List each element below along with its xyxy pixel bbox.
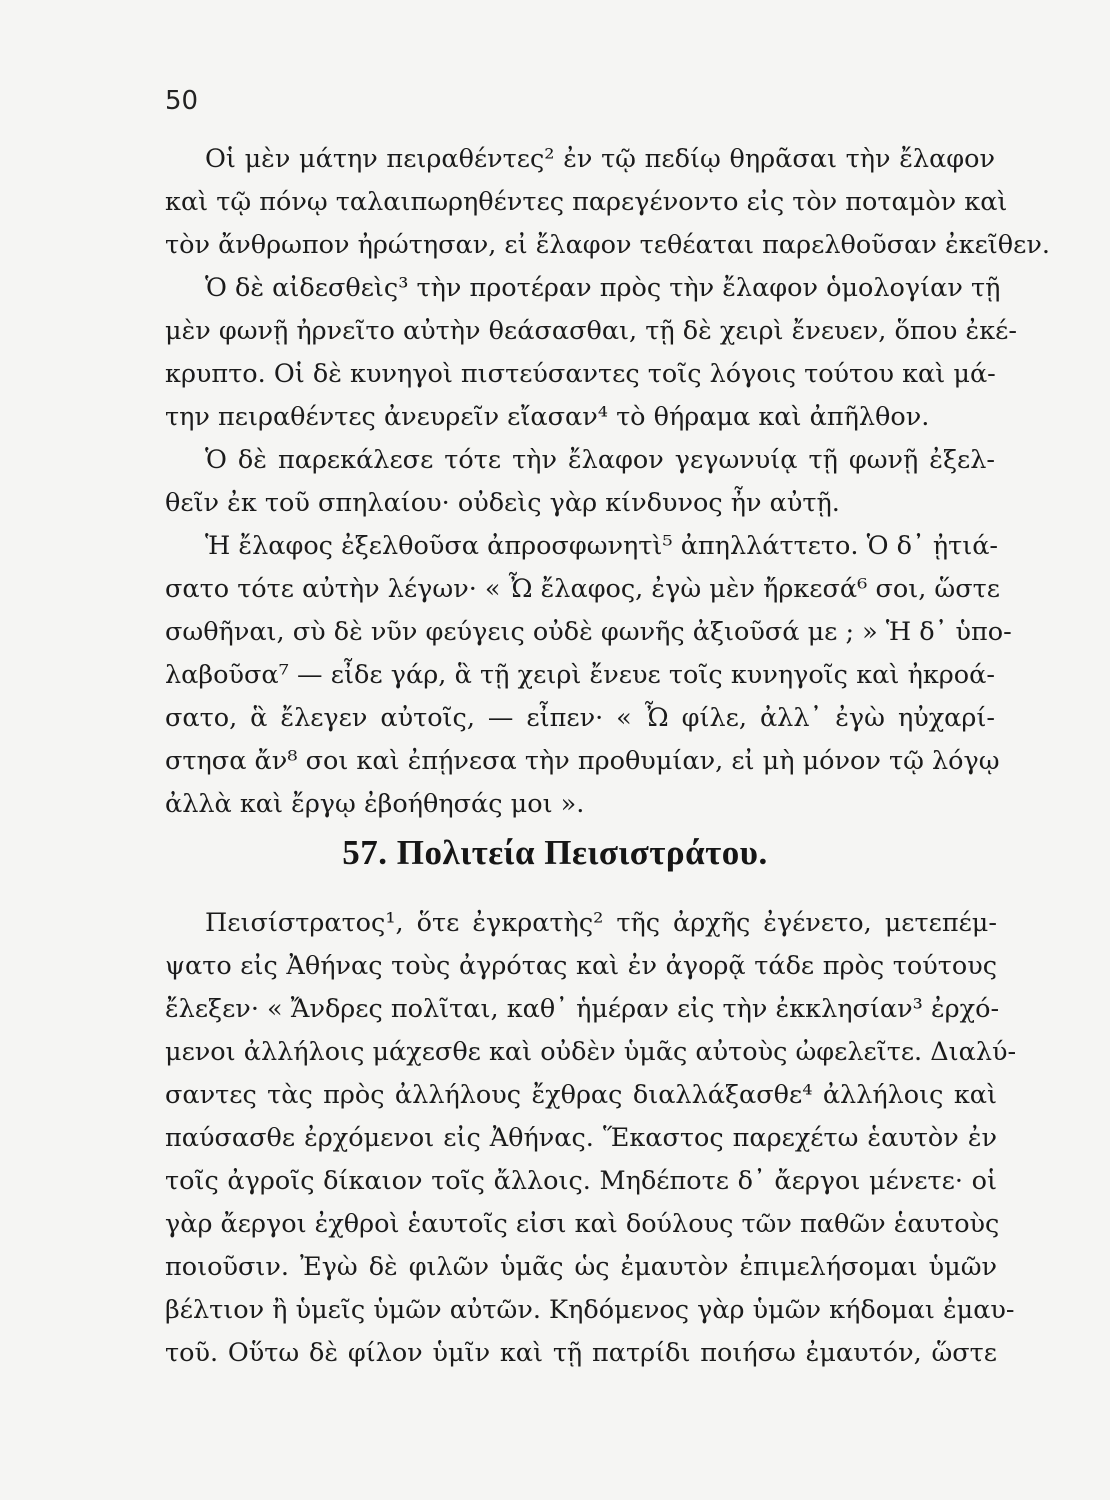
text-line: ψατο εἰς Ἀθήνας τοὺς ἀγρότας καὶ ἐν ἀγορᾷ τάδε πρὸς τούτους	[165, 951, 997, 981]
text-line: βέλτιον ἢ ὑμεῖς ὑμῶν αὐτῶν. Κηδόμενος γὰρ ὑμῶν κήδομαι ἐμαυ-	[165, 1295, 1015, 1325]
text-line: μενοι ἀλλήλοις μάχεσθε καὶ οὐδὲν ὑμᾶς αὐτοὺς ὠφελεῖτε. Διαλύ-	[165, 1037, 1017, 1067]
text-line: Πεισίστρατος¹, ὅτε ἐγκρατὴς² τῆς ἀρχῆς ἐγένετο, μετεπέμ-	[205, 908, 997, 938]
text-line: τὸν ἄνθρωπον ἠρώτησαν, εἰ ἔλαφον τεθέαται παρελθοῦσαν ἐκεῖθεν.	[165, 230, 1050, 260]
text-line: ἀλλὰ καὶ ἔργῳ ἐβοήθησάς μοι ».	[165, 789, 585, 819]
text-line: τοῦ. Οὕτω δὲ φίλον ὑμῖν καὶ τῇ πατρίδι ποιήσω ἐμαυτόν, ὥστε	[165, 1338, 997, 1368]
text-line: σωθῆναι, σὺ δὲ νῦν φεύγεις οὐδὲ φωνῆς ἀξιοῦσά με ; » Ἡ δ᾽ ὑπο-	[165, 617, 1012, 647]
text-line: σαντες τὰς πρὸς ἀλλήλους ἔχθρας διαλλάξασθε⁴ ἀλλήλοις καὶ	[165, 1080, 997, 1110]
text-line: στησα ἄν⁸ σοι καὶ ἐπῄνεσα τὴν προθυμίαν, εἰ μὴ μόνον τῷ λόγῳ	[165, 746, 1000, 776]
page-number: 50	[165, 86, 199, 116]
text-line: θεῖν ἐκ τοῦ σπηλαίου· οὐδεὶς γὰρ κίνδυνος ἦν αὐτῇ.	[165, 488, 840, 518]
text-line: Ἡ ἔλαφος ἐξελθοῦσα ἀπροσφωνητὶ⁵ ἀπηλλάττετο. Ὁ δ᾽ ᾐτιά-	[205, 531, 999, 561]
text-line: γὰρ ἄεργοι ἐχθροὶ ἑαυτοῖς εἰσι καὶ δούλους τῶν παθῶν ἑαυτοὺς	[165, 1209, 1000, 1239]
text-line: την πειραθέντες ἀνευρεῖν εἴασαν⁴ τὸ θήραμα καὶ ἀπῆλθον.	[165, 402, 930, 432]
text-line: σατο τότε αὐτὴν λέγων· « Ὦ ἔλαφος, ἐγὼ μὲν ἤρκεσά⁶ σοι, ὥστε	[165, 574, 1000, 604]
text-line: Ὁ δὲ παρεκάλεσε τότε τὴν ἔλαφον γεγωνυίᾳ τῇ φωνῇ ἐξελ-	[205, 445, 995, 475]
text-line: καὶ τῷ πόνῳ ταλαιπωρηθέντες παρεγένοντο εἰς τὸν ποταμὸν καὶ	[165, 187, 1008, 217]
text-line: ἔλεξεν· « Ἄνδρες πολῖται, καθ᾽ ἡμέραν εἰς τὴν ἐκκλησίαν³ ἐρχό-	[165, 994, 1000, 1024]
text-line: τοῖς ἀγροῖς δίκαιον τοῖς ἄλλοις. Μηδέποτε δ᾽ ἄεργοι μένετε· οἱ	[165, 1166, 997, 1196]
text-line: σατο, ἃ ἔλεγεν αὐτοῖς, — εἶπεν· « Ὦ φίλε, ἀλλ᾽ ἐγὼ ηὐχαρί-	[165, 703, 995, 733]
text-line: παύσασθε ἐρχόμενοι εἰς Ἀθήνας. Ἕκαστος παρεχέτω ἑαυτὸν ἐν	[165, 1123, 997, 1153]
text-line: λαβοῦσα⁷ — εἶδε γάρ, ἃ τῇ χειρὶ ἔνευε τοῖς κυνηγοῖς καὶ ἠκροά-	[165, 660, 995, 690]
text-line: Οἱ μὲν μάτην πειραθέντες² ἐν τῷ πεδίῳ θηρᾶσαι τὴν ἔλαφον	[205, 144, 995, 174]
text-line: μὲν φωνῇ ἠρνεῖτο αὐτὴν θεάσασθαι, τῇ δὲ χειρὶ ἔνευεν, ὅπου ἐκέ-	[165, 316, 1017, 346]
text-line: Ὁ δὲ αἰδεσθεὶς³ τὴν προτέραν πρὸς τὴν ἔλαφον ὁμολογίαν τῇ	[205, 273, 1001, 303]
text-line: κρυπτο. Οἱ δὲ κυνηγοὶ πιστεύσαντες τοῖς λόγοις τούτου καὶ μά-	[165, 359, 996, 389]
text-line: ποιοῦσιν. Ἐγὼ δὲ φιλῶν ὑμᾶς ὡς ἐμαυτὸν ἐπιμελήσομαι ὑμῶν	[165, 1252, 997, 1282]
section-heading: 57. Πολιτεία Πεισιστράτου.	[342, 833, 768, 872]
